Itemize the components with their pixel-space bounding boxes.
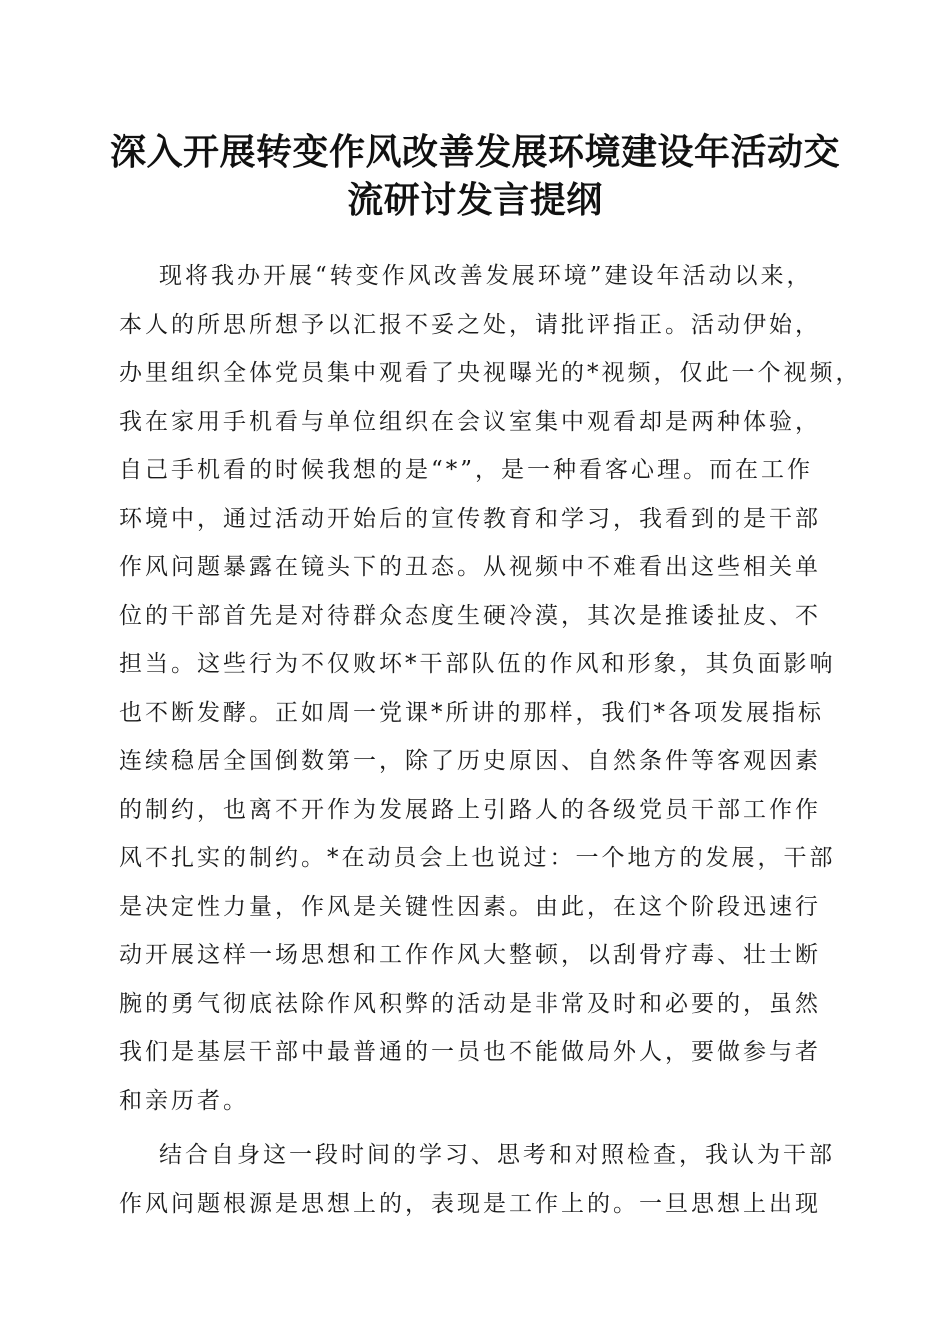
text-line: 和亲历者。 — [119, 1087, 249, 1114]
text-line: 也不断发酵。正如周一党课*所讲的那样，我们*各项发展指标 — [119, 699, 824, 726]
text-line: 位的干部首先是对待群众态度生硬冷漠，其次是推诿扯皮、不 — [119, 602, 821, 629]
text-line: 我们是基层干部中最普通的一员也不能做局外人，要做参与者 — [119, 1039, 821, 1065]
text-line: 自己手机看的时候我想的是“*”，是一种看客心理。而在工作 — [119, 457, 814, 483]
paragraph-1 — [119, 252, 862, 1125]
document-title — [100, 128, 850, 224]
text-line: 是决定性力量，作风是关键性因素。由此，在这个阶段迅速行 — [119, 893, 821, 920]
text-line: 担当。这些行为不仅败坏*干部队伍的作风和形象，其负面影响 — [119, 651, 836, 677]
text-line: 作风问题暴露在镜头下的丑态。从视频中不难看出这些相关单 — [119, 554, 821, 580]
text-line: 我在家用手机看与单位组织在会议室集中观看却是两种体验， — [119, 408, 821, 435]
text-line: 现将我办开展“转变作风改善发展环境”建设年活动以来， — [159, 263, 813, 289]
paragraph-2 — [119, 1131, 835, 1228]
text-line: 腕的勇气彻底祛除作风积弊的活动是非常及时和必要的，虽然 — [119, 990, 821, 1017]
text-line: 作风问题根源是思想上的，表现是工作上的。一旦思想上出现 — [119, 1190, 821, 1217]
text-line: 连续稳居全国倒数第一，除了历史原因、自然条件等客观因素 — [119, 748, 821, 774]
text-line: 风不扎实的制约。*在动员会上也说过：一个地方的发展，干部 — [119, 845, 836, 871]
text-line: 结合自身这一段时间的学习、思考和对照检查，我认为干部 — [159, 1142, 835, 1168]
text-line: 环境中，通过活动开始后的宣传教育和学习，我看到的是干部 — [119, 505, 821, 532]
text-line: 动开展这样一场思想和工作作风大整顿，以刮骨疗毒、壮士断 — [119, 942, 821, 968]
title-line: 流研讨发言提纲 — [347, 179, 603, 221]
text-line: 办里组织全体党员集中观看了央视曝光的*视频，仅此一个视频， — [119, 360, 862, 386]
document-body — [119, 252, 862, 1228]
text-line: 的制约，也离不开作为发展路上引路人的各级党员干部工作作 — [119, 796, 821, 823]
text-line: 本人的所思所想予以汇报不妥之处，请批评指正。活动伊始， — [119, 311, 821, 338]
title-line: 深入开展转变作风改善发展环境建设年活动交 — [109, 131, 840, 173]
